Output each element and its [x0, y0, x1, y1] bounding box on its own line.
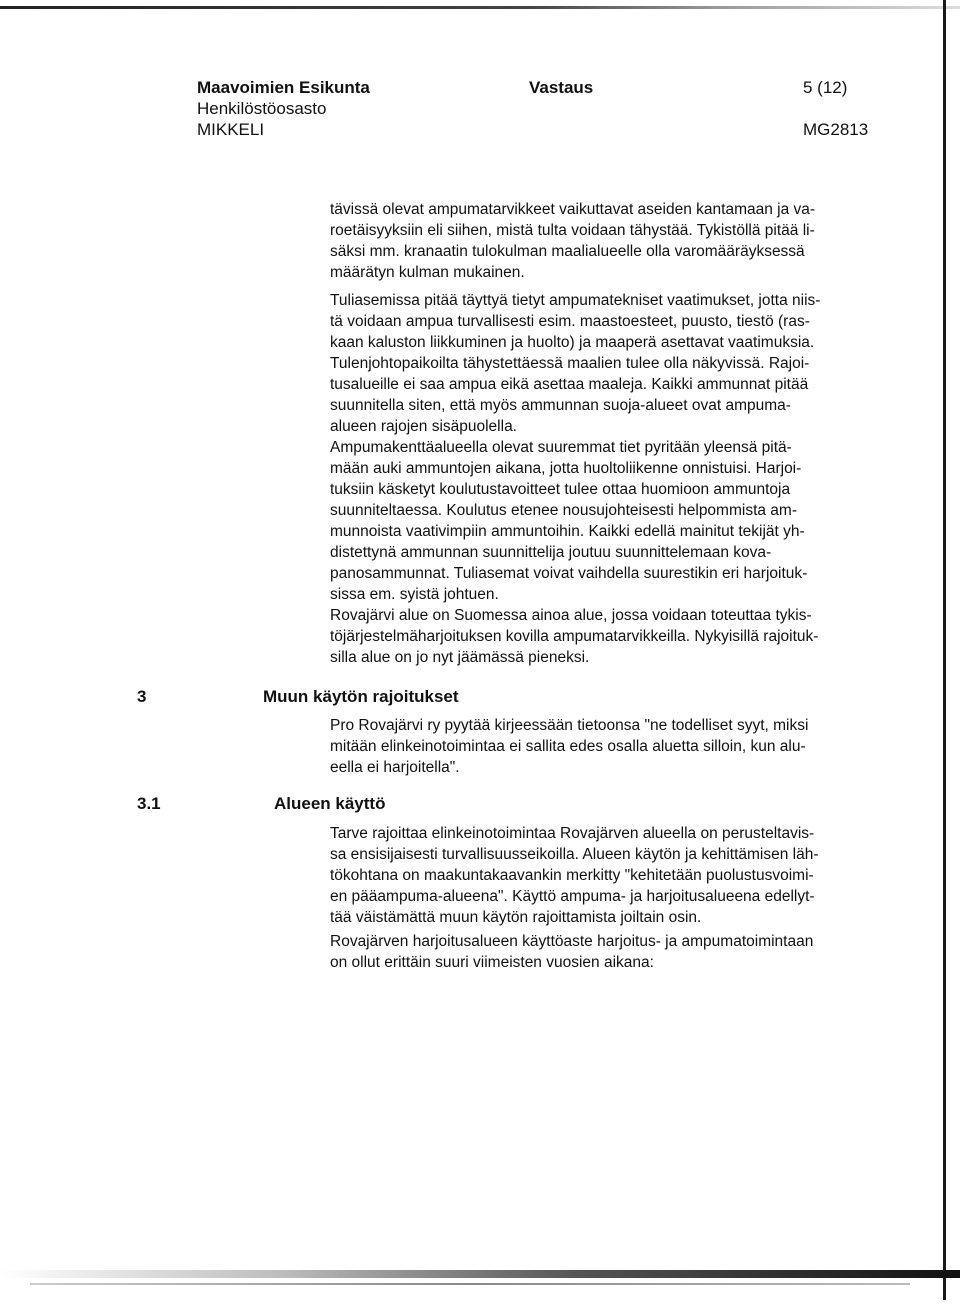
header-reference: MG2813: [803, 120, 869, 139]
text-line: Tulenjohtopaikoilta tähystettäessä maalien tulee olla näkyvissä. Rajoi-: [330, 355, 810, 372]
paragraph-1: [330, 199, 890, 283]
text-line: töjärjestelmäharjoituksen kovilla ampumatarvikkeilla. Nykyisillä rajoituk-: [330, 628, 819, 645]
text-line: tää väistämättä muun käytön rajoittamista joiltain osin.: [330, 909, 702, 926]
text-line: on ollut erittäin suuri viimeisten vuosien aikana:: [330, 954, 654, 971]
paragraph-7: [330, 931, 890, 973]
section-title: Muun käytön rajoitukset: [263, 687, 459, 706]
text-line: alueen rajojen sisäpuolella.: [330, 418, 517, 435]
text-line: tävissä olevat ampumatarvikkeet vaikuttavat aseiden kantamaan ja va-: [330, 201, 816, 218]
subsection-number: 3.1: [137, 794, 161, 813]
text-line: Pro Rovajärvi ry pyytää kirjeessään tietoonsa "ne todelliset syyt, miksi: [330, 717, 809, 734]
header-page-number: 5 (12): [803, 78, 848, 97]
scan-edge-bottom-line: [30, 1283, 910, 1285]
text-line: silla alue on jo nyt jäämässä pieneksi.: [330, 649, 590, 666]
paragraph-5: [330, 715, 890, 778]
text-line: roetäisyyksiin eli siihen, mistä tulta voidaan tähystää. Tykistöllä pitää li-: [330, 222, 815, 239]
header-dept: Henkilöstöosasto: [197, 99, 327, 118]
paragraph-3: [330, 437, 890, 605]
text-line: munnoista vaativimpiin ammuntoihin. Kaikki edellä mainitut tekijät yh-: [330, 523, 805, 540]
paragraph-2: [330, 290, 890, 437]
text-line: tusalueille ei saa ampua eikä asettaa maaleja. Kaikki ammunnat pitää: [330, 376, 809, 393]
text-line: Rovajärvi alue on Suomessa ainoa alue, jossa voidaan toteuttaa tykis-: [330, 607, 812, 624]
subsection-title: Alueen käyttö: [274, 794, 386, 813]
header-org: Maavoimien Esikunta: [197, 78, 370, 97]
text-line: tä voidaan ampua turvallisesti esim. maastoesteet, puusto, tiestö (ras-: [330, 313, 810, 330]
text-line: suunniteltaessa. Koulutus etenee nousujohteisesti helpommista am-: [330, 502, 797, 519]
text-line: mitään elinkeinotoimintaa ei sallita edes osalla aluetta silloin, kun alu-: [330, 738, 806, 755]
scan-edge-right: [943, 0, 946, 1300]
paragraph-4: [330, 605, 890, 668]
section-number: 3: [137, 687, 147, 706]
header-doc-type: Vastaus: [529, 78, 594, 97]
text-line: määrätyn kulman mukainen.: [330, 264, 525, 281]
text-line: Rovajärven harjoitusalueen käyttöaste harjoitus- ja ampumatoimintaan: [330, 933, 814, 950]
text-line: Tarve rajoittaa elinkeinotoimintaa Rovajärven alueella on perusteltavis-: [330, 825, 815, 842]
text-line: suunnitella siten, että myös ammunnan suoja-alueet ovat ampuma-: [330, 397, 791, 414]
paragraph-6: [330, 823, 890, 928]
text-line: sa ensisijaisesti turvallisuusseikoilla. Alueen käytön ja kehittämisen läh-: [330, 846, 819, 863]
text-line: distettynä ammunnan suunnittelija joutuu suunnittelemaan kova-: [330, 544, 772, 561]
text-line: eella ei harjoitella".: [330, 759, 460, 776]
text-line: tökohtana on maakuntakaavankin merkitty "kehitetään puolustusvoimi-: [330, 867, 814, 884]
scan-edge-top: [0, 6, 960, 9]
text-line: säksi mm. kranaatin tulokulman maalialueelle olla varomääräyksessä: [330, 243, 805, 260]
scan-edge-bottom: [0, 1270, 960, 1278]
text-line: kaan kaluston liikkuminen ja huolto) ja maaperä asettavat vaatimuksia.: [330, 334, 815, 351]
text-line: panosammunnat. Tuliasemat voivat vaihdella suurestikin eri harjoituk-: [330, 565, 808, 582]
header-city: MIKKELI: [197, 120, 265, 139]
text-line: en pääampuma-alueena". Käyttö ampuma- ja harjoitusalueena edellyt-: [330, 888, 815, 905]
text-line: mään auki ammuntojen aikana, jotta huoltoliikenne onnistuisi. Harjoi-: [330, 460, 802, 477]
text-line: sissa em. syistä johtuen.: [330, 586, 499, 603]
text-line: Tuliasemissa pitää täyttyä tietyt ampumatekniset vaatimukset, jotta niis-: [330, 292, 821, 309]
text-line: Ampumakenttäalueella olevat suuremmat tiet pyritään yleensä pitä-: [330, 439, 792, 456]
text-line: tuksiin käsketyt koulutustavoitteet tulee ottaa huomioon ammuntoja: [330, 481, 791, 498]
